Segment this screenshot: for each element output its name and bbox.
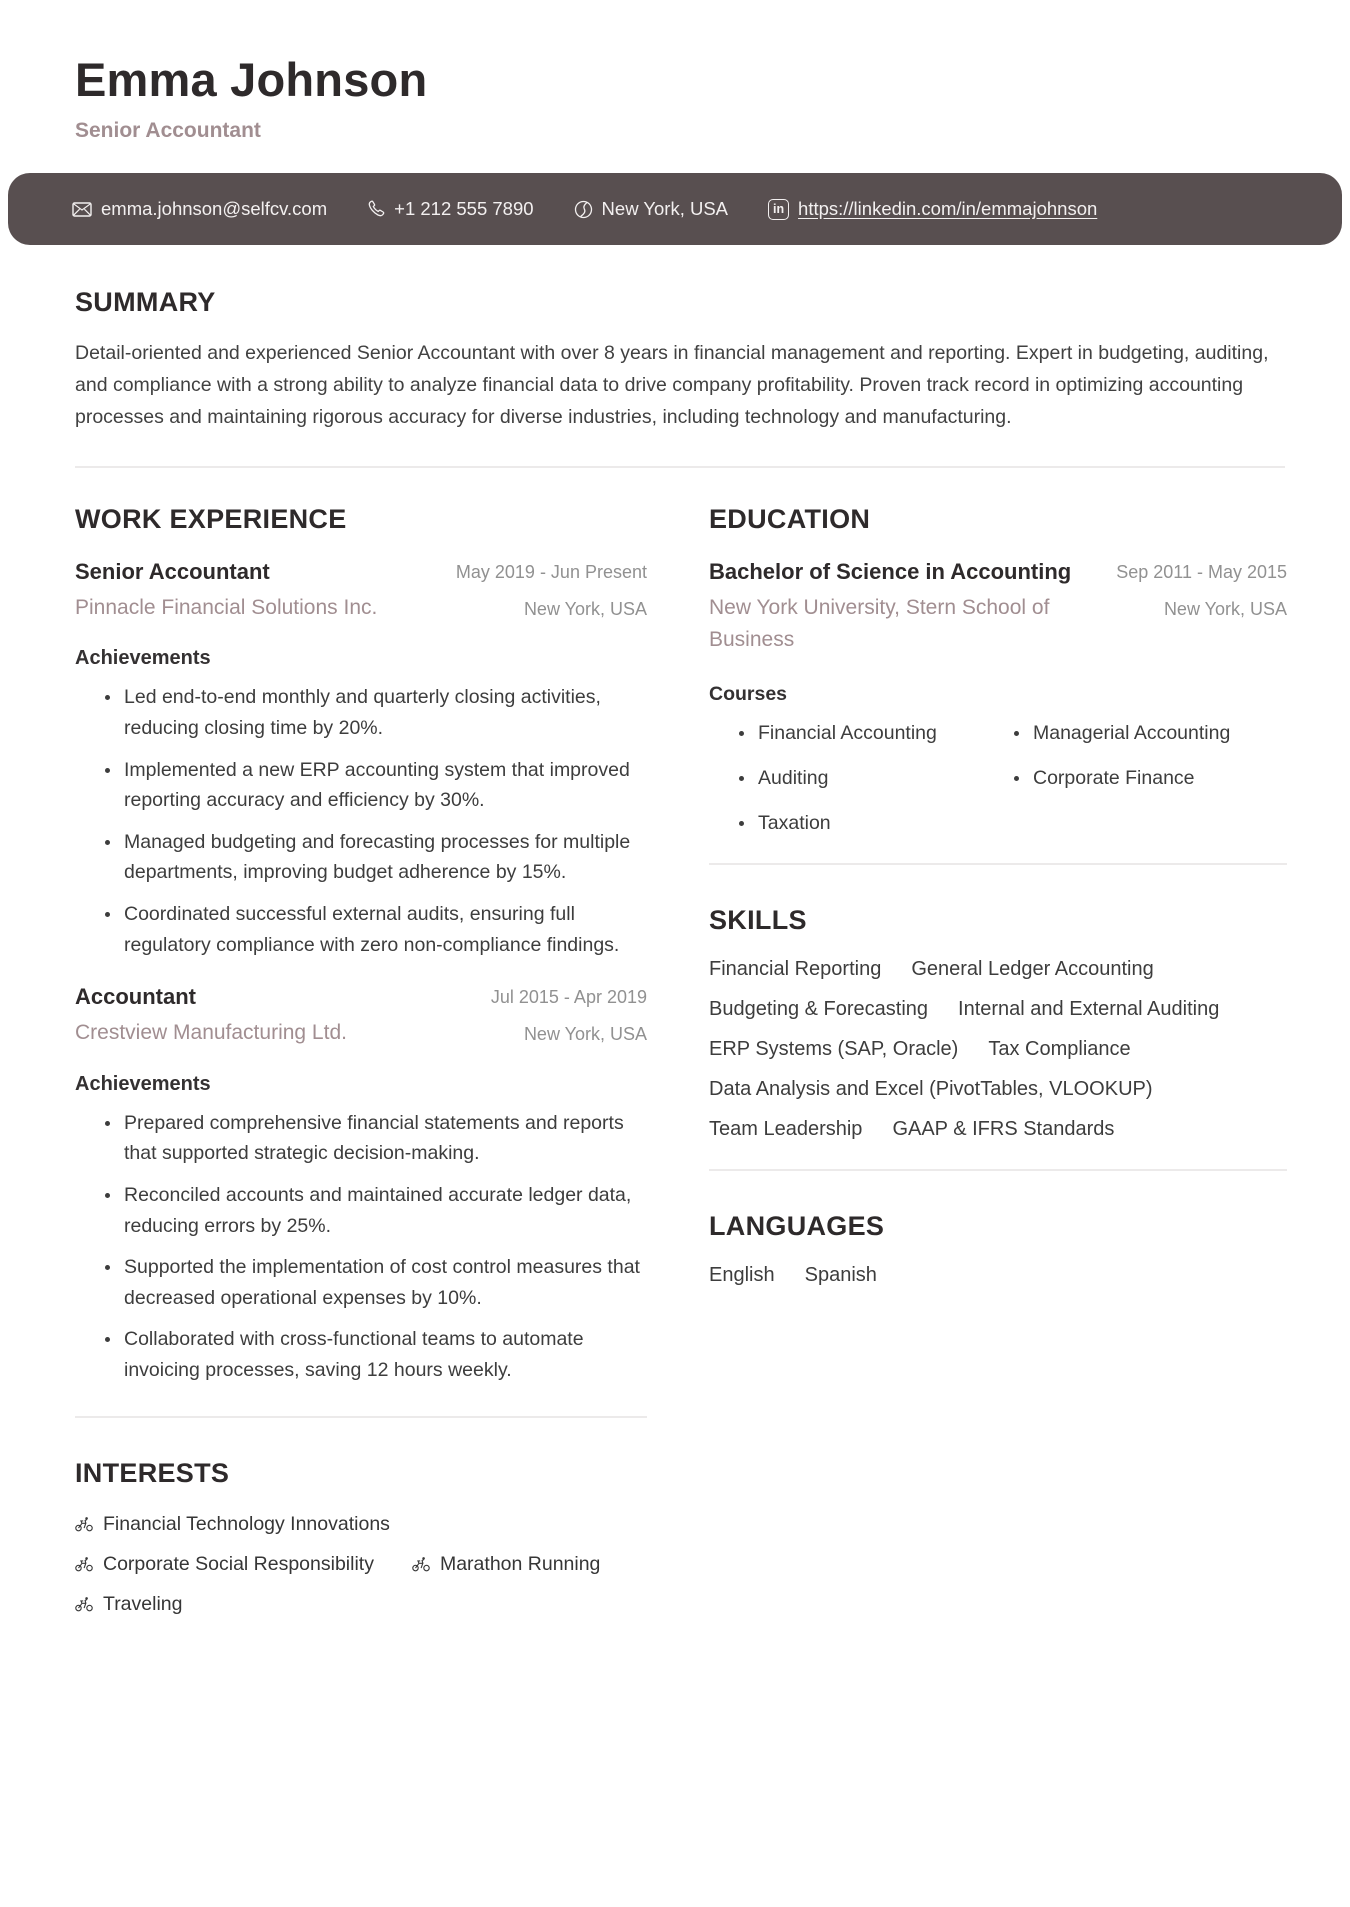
education-entry [709,559,1287,835]
education-school: New York University, Stern School of Business [709,595,1050,652]
interest-label: Traveling [103,1592,183,1615]
linkedin-icon: in [768,199,789,220]
job-entry [75,559,647,960]
phone-icon [367,200,385,218]
course-item: • Auditing [756,767,1001,790]
contact-linkedin [768,198,1097,220]
interest-label: Financial Technology Innovations [103,1512,390,1535]
language-item: Spanish [804,1264,877,1286]
achievements-label: Achievements [75,1072,211,1095]
person-job-title: Senior Accountant [75,119,261,142]
course-item: • Managerial Accounting [1031,722,1287,745]
interests-heading: INTERESTS [75,1457,230,1488]
interest-item [75,1553,374,1576]
job-entry [75,984,647,1385]
contact-email-text: emma.johnson@selfcv.com [101,198,328,219]
skill-item: Budgeting & Forecasting [709,998,929,1020]
work-experience-heading: WORK EXPERIENCE [75,503,347,534]
languages-heading: LANGUAGES [709,1211,885,1241]
interest-label: Marathon Running [439,1552,601,1575]
job-company: Crestview Manufacturing Ltd. [75,1021,347,1045]
interest-item [412,1553,600,1576]
skill-item: ERP Systems (SAP, Oracle) [709,1038,959,1060]
skills-heading: SKILLS [709,905,807,935]
skills-list [709,958,1287,1141]
interest-item [75,1593,182,1616]
interests-list [75,1513,615,1616]
summary-section [75,287,1285,434]
cycling-icon [412,1556,430,1572]
job-dates: Jul 2015 - Apr 2019 [490,987,647,1008]
cycling-icon [75,1556,93,1572]
job-dates: May 2019 - Jun Present [455,561,647,582]
achievements-label: Achievements [75,647,211,670]
education-dates: Sep 2011 - May 2015 [1116,561,1287,582]
contact-phone [367,198,533,220]
envelope-icon [72,202,92,217]
contact-phone-text: +1 212 555 7890 [394,198,534,219]
language-item: English [709,1264,775,1286]
linkedin-link[interactable]: https://linkedin.com/in/emmajohnson [798,198,1098,219]
languages-list [709,1264,1287,1287]
achievement-item: • Reconciled accounts and maintained accurate ledger data, reducing errors by 25%. [122,1180,647,1241]
divider [75,466,1285,468]
achievements-list [75,682,647,960]
contact-location [574,198,728,220]
achievement-item: • Prepared comprehensive financial statements and reports that supported strategic decision-making. [122,1108,647,1169]
course-item: • Corporate Finance [1031,767,1287,790]
person-name: Emma Johnson [75,53,428,106]
cycling-icon [75,1596,93,1612]
courses-label: Courses [709,683,788,705]
skill-item: Tax Compliance [988,1038,1131,1060]
job-title: Senior Accountant [75,558,270,584]
achievement-item: • Led end-to-end monthly and quarterly closing activities, reducing closing time by 20%. [122,682,647,743]
education-degree: Bachelor of Science in Accounting [709,558,1072,584]
right-column [709,504,1287,1287]
globe-location-icon [574,200,593,219]
skill-item: General Ledger Accounting [911,958,1154,980]
cycling-icon [75,1516,93,1532]
job-title: Accountant [75,984,196,1010]
courses-list [709,722,1287,835]
contact-email [72,198,327,220]
summary-text: Detail-oriented and experienced Senior Accountant with over 8 years in financial management and reporting. Expert in budgeting, auditing, and compliance with a strong ability to analyze financial data to drive company profitability. Proven track record in optimizing accounting processes and maintaining rigorous accuracy for diverse industries, including technology and manufacturing. [75,342,1269,428]
course-item: • Financial Accounting [756,722,1001,745]
summary-heading: SUMMARY [75,287,216,317]
course-item: • Taxation [756,812,1001,835]
achievements-list [75,1108,647,1386]
achievement-item: • Collaborated with cross-functional teams to automate invoicing processes, saving 12 hours weekly. [122,1324,647,1385]
education-heading: EDUCATION [709,503,871,534]
achievement-item: • Supported the implementation of cost control measures that decreased operational expenses by 10%. [122,1252,647,1313]
skill-item: GAAP & IFRS Standards [892,1118,1115,1140]
job-location: New York, USA [523,598,647,619]
interest-label: Corporate Social Responsibility [103,1552,374,1575]
divider [709,863,1287,865]
resume-header [0,0,1350,143]
skill-item: Team Leadership [709,1118,863,1140]
contact-bar [8,173,1342,245]
resume-body [0,245,1350,1616]
divider [75,1416,647,1418]
contact-location-text: New York, USA [601,198,729,219]
left-column [75,504,647,1616]
education-location: New York, USA [1163,598,1287,619]
achievement-item: • Coordinated successful external audits, ensuring full regulatory compliance with zero non-compliance findings. [122,899,647,960]
skill-item: Internal and External Auditing [958,998,1220,1020]
skill-item: Financial Reporting [709,958,882,980]
achievement-item: • Managed budgeting and forecasting processes for multiple departments, improving budget adherence by 15%. [122,827,647,888]
interest-item [75,1513,390,1536]
skill-item: Data Analysis and Excel (PivotTables, VLOOKUP) [709,1078,1153,1100]
job-location: New York, USA [523,1024,647,1045]
achievement-item: • Implemented a new ERP accounting system that improved reporting accuracy and efficiency by 30%. [122,755,647,816]
divider [709,1169,1287,1171]
job-company: Pinnacle Financial Solutions Inc. [75,595,378,619]
